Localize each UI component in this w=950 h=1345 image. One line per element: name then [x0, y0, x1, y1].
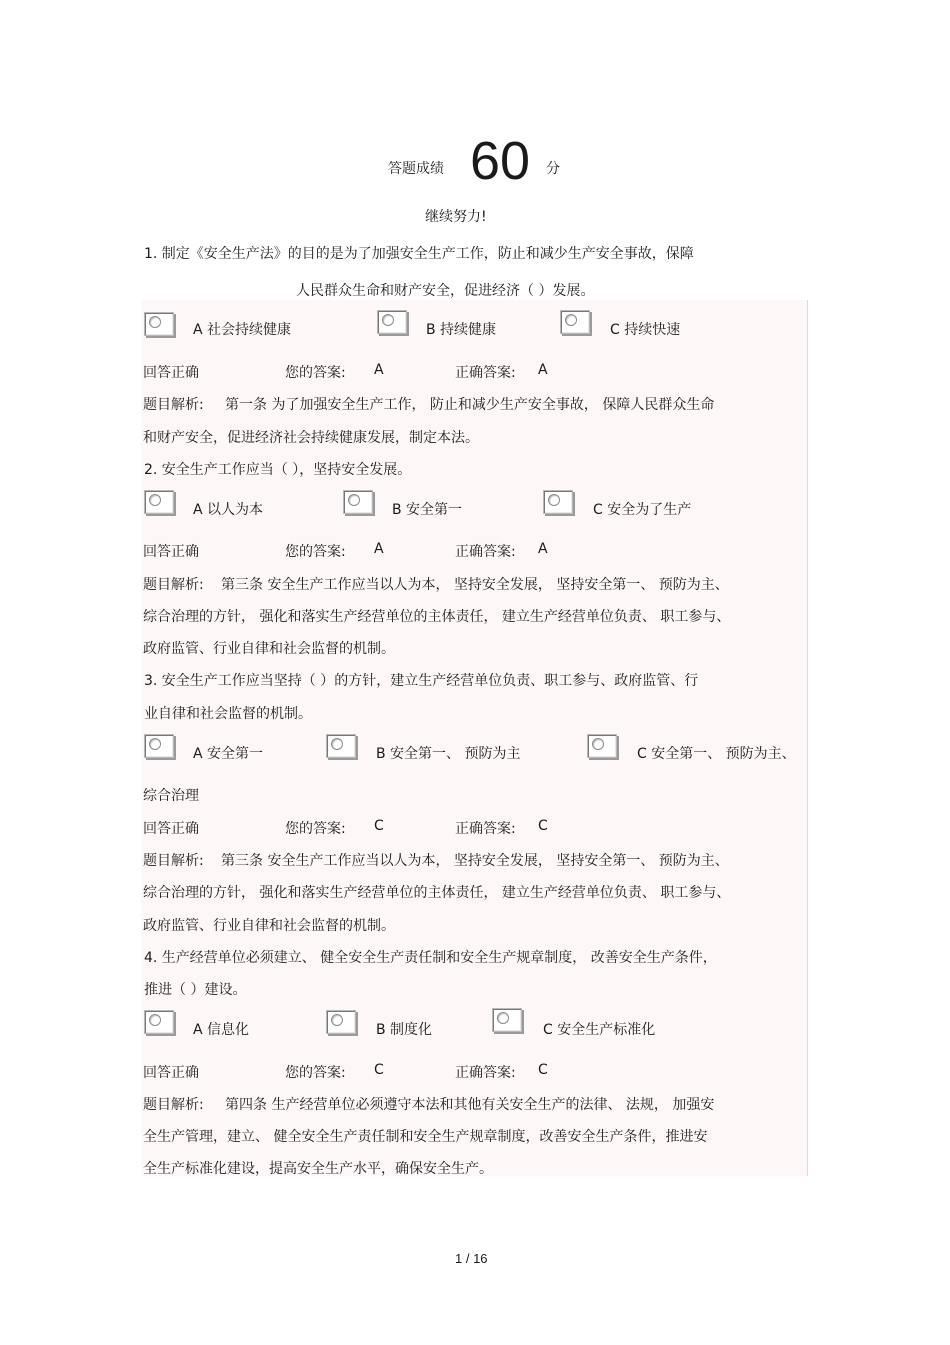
option-q4-b: B 制度化: [376, 1022, 433, 1038]
analysis-label-q1: 题目解析:: [143, 397, 204, 413]
result-q4: 回答正确: [143, 1065, 199, 1081]
analysis-q1-line-1: 第一条 为了加强安全生产工作， 防止和减少生产安全事故， 保障人民群众生命: [225, 397, 715, 413]
correct-answer-label-q1: 正确答案:: [455, 365, 516, 381]
option-checkbox-q1-b[interactable]: [377, 310, 407, 334]
radio-icon: [331, 1014, 343, 1026]
score-label: 答题成绩: [388, 161, 444, 177]
question-4-stem-line-1: 4. 生产经营单位必须建立、 健全安全生产责任制和安全生产规章制度， 改善安全生产条件，: [144, 950, 717, 966]
radio-icon: [348, 494, 360, 506]
result-q1: 回答正确: [143, 365, 199, 381]
page-number: 1 / 16: [455, 1251, 488, 1266]
encourage-text: 继续努力!: [425, 209, 487, 225]
analysis-q1-line-2: 和财产安全，促进经济社会持续健康发展，制定本法。: [143, 430, 479, 446]
analysis-label-q4: 题目解析:: [143, 1097, 204, 1113]
correct-answer-q4: C: [538, 1062, 548, 1078]
option-q4-c: C 安全生产标准化: [543, 1022, 656, 1038]
your-answer-label-q2: 您的答案:: [285, 544, 346, 560]
your-answer-q3: C: [374, 818, 384, 834]
option-q3-c: C 安全第一、 预防为主、: [637, 746, 796, 762]
analysis-q2-line-2: 综合治理的方针， 强化和落实生产经营单位的主体责任， 建立生产经营单位负责、 职工参与、: [143, 609, 731, 625]
option-checkbox-q1-c[interactable]: [560, 310, 590, 334]
radio-icon: [331, 738, 343, 750]
radio-icon: [548, 494, 560, 506]
analysis-q2-line-3: 政府监管、行业自律和社会监督的机制。: [143, 641, 395, 657]
option-checkbox-q2-b[interactable]: [343, 490, 373, 514]
option-checkbox-q4-b[interactable]: [326, 1010, 356, 1034]
option-q2-a: A 以人为本: [193, 502, 264, 518]
option-q3-c-line-2: 综合治理: [143, 788, 199, 804]
option-checkbox-q3-c[interactable]: [587, 734, 617, 758]
option-checkbox-q3-a[interactable]: [144, 734, 174, 758]
analysis-q3-line-2: 综合治理的方针， 强化和落实生产经营单位的主体责任， 建立生产经营单位负责、 职工参与、: [143, 885, 731, 901]
correct-answer-q3: C: [538, 818, 548, 834]
score-unit: 分: [546, 161, 560, 177]
option-checkbox-q4-c[interactable]: [492, 1008, 522, 1032]
question-3-stem-line-1: 3. 安全生产工作应当坚持（ ）的方针，建立生产经营单位负责、职工参与、政府监管、行: [144, 673, 699, 689]
correct-answer-q1: A: [538, 362, 548, 378]
question-2-stem: 2. 安全生产工作应当（ ），坚持安全发展。: [144, 462, 412, 478]
analysis-q4-line-1: 第四条 生产经营单位必须遵守本法和其他有关安全生产的法律、 法规， 加强安: [225, 1097, 715, 1113]
option-q2-b: B 安全第一: [392, 502, 463, 518]
analysis-label-q3: 题目解析:: [143, 853, 204, 869]
correct-answer-label-q3: 正确答案:: [455, 821, 516, 837]
radio-icon: [497, 1012, 509, 1024]
option-checkbox-q4-a[interactable]: [144, 1010, 174, 1034]
radio-icon: [149, 316, 161, 328]
radio-icon: [149, 494, 161, 506]
your-answer-label-q4: 您的答案:: [285, 1065, 346, 1081]
option-q1-a: A 社会持续健康: [193, 322, 292, 338]
option-q3-b: B 安全第一、 预防为主: [376, 746, 521, 762]
analysis-q4-line-2: 全生产管理，建立、 健全安全生产责任制和安全生产规章制度，改善安全生产条件，推进安: [143, 1129, 708, 1145]
option-q1-b: B 持续健康: [426, 322, 497, 338]
correct-answer-label-q2: 正确答案:: [455, 544, 516, 560]
question-1-stem-line-1: 1. 制定《安全生产法》的目的是为了加强安全生产工作，防止和减少生产安全事故，保障: [144, 246, 694, 262]
analysis-q4-line-3: 全生产标准化建设，提高安全生产水平，确保安全生产。: [143, 1161, 493, 1177]
your-answer-q1: A: [374, 362, 384, 378]
option-checkbox-q2-a[interactable]: [144, 490, 174, 514]
question-1-stem-line-2: 人民群众生命和财产安全，促进经济（ ）发展。: [296, 283, 595, 299]
analysis-label-q2: 题目解析:: [143, 577, 204, 593]
result-q3: 回答正确: [143, 821, 199, 837]
option-q3-a: A 安全第一: [193, 746, 264, 762]
your-answer-q4: C: [374, 1062, 384, 1078]
radio-icon: [382, 314, 394, 326]
radio-icon: [149, 1014, 161, 1026]
correct-answer-q2: A: [538, 541, 548, 557]
score-value: 60: [470, 131, 531, 191]
option-checkbox-q3-b[interactable]: [326, 734, 356, 758]
question-3-stem-line-2: 业自律和社会监督的机制。: [144, 706, 312, 722]
analysis-q3-line-1: 第三条 安全生产工作应当以人为本， 坚持安全发展， 坚持安全第一、 预防为主、: [221, 853, 729, 869]
radio-icon: [565, 314, 577, 326]
radio-icon: [149, 738, 161, 750]
result-q2: 回答正确: [143, 544, 199, 560]
your-answer-q2: A: [374, 541, 384, 557]
your-answer-label-q3: 您的答案:: [285, 821, 346, 837]
analysis-q3-line-3: 政府监管、行业自律和社会监督的机制。: [143, 918, 395, 934]
correct-answer-label-q4: 正确答案:: [455, 1065, 516, 1081]
your-answer-label-q1: 您的答案:: [285, 365, 346, 381]
analysis-q2-line-1: 第三条 安全生产工作应当以人为本， 坚持安全发展， 坚持安全第一、 预防为主、: [221, 577, 729, 593]
option-q2-c: C 安全为了生产: [593, 502, 692, 518]
question-4-stem-line-2: 推进（ ）建设。: [144, 982, 247, 998]
answer-panel: [141, 300, 808, 1176]
option-checkbox-q1-a[interactable]: [144, 312, 174, 336]
option-q1-c: C 持续快速: [610, 322, 681, 338]
option-q4-a: A 信息化: [193, 1022, 250, 1038]
radio-icon: [592, 738, 604, 750]
option-checkbox-q2-c[interactable]: [543, 490, 573, 514]
